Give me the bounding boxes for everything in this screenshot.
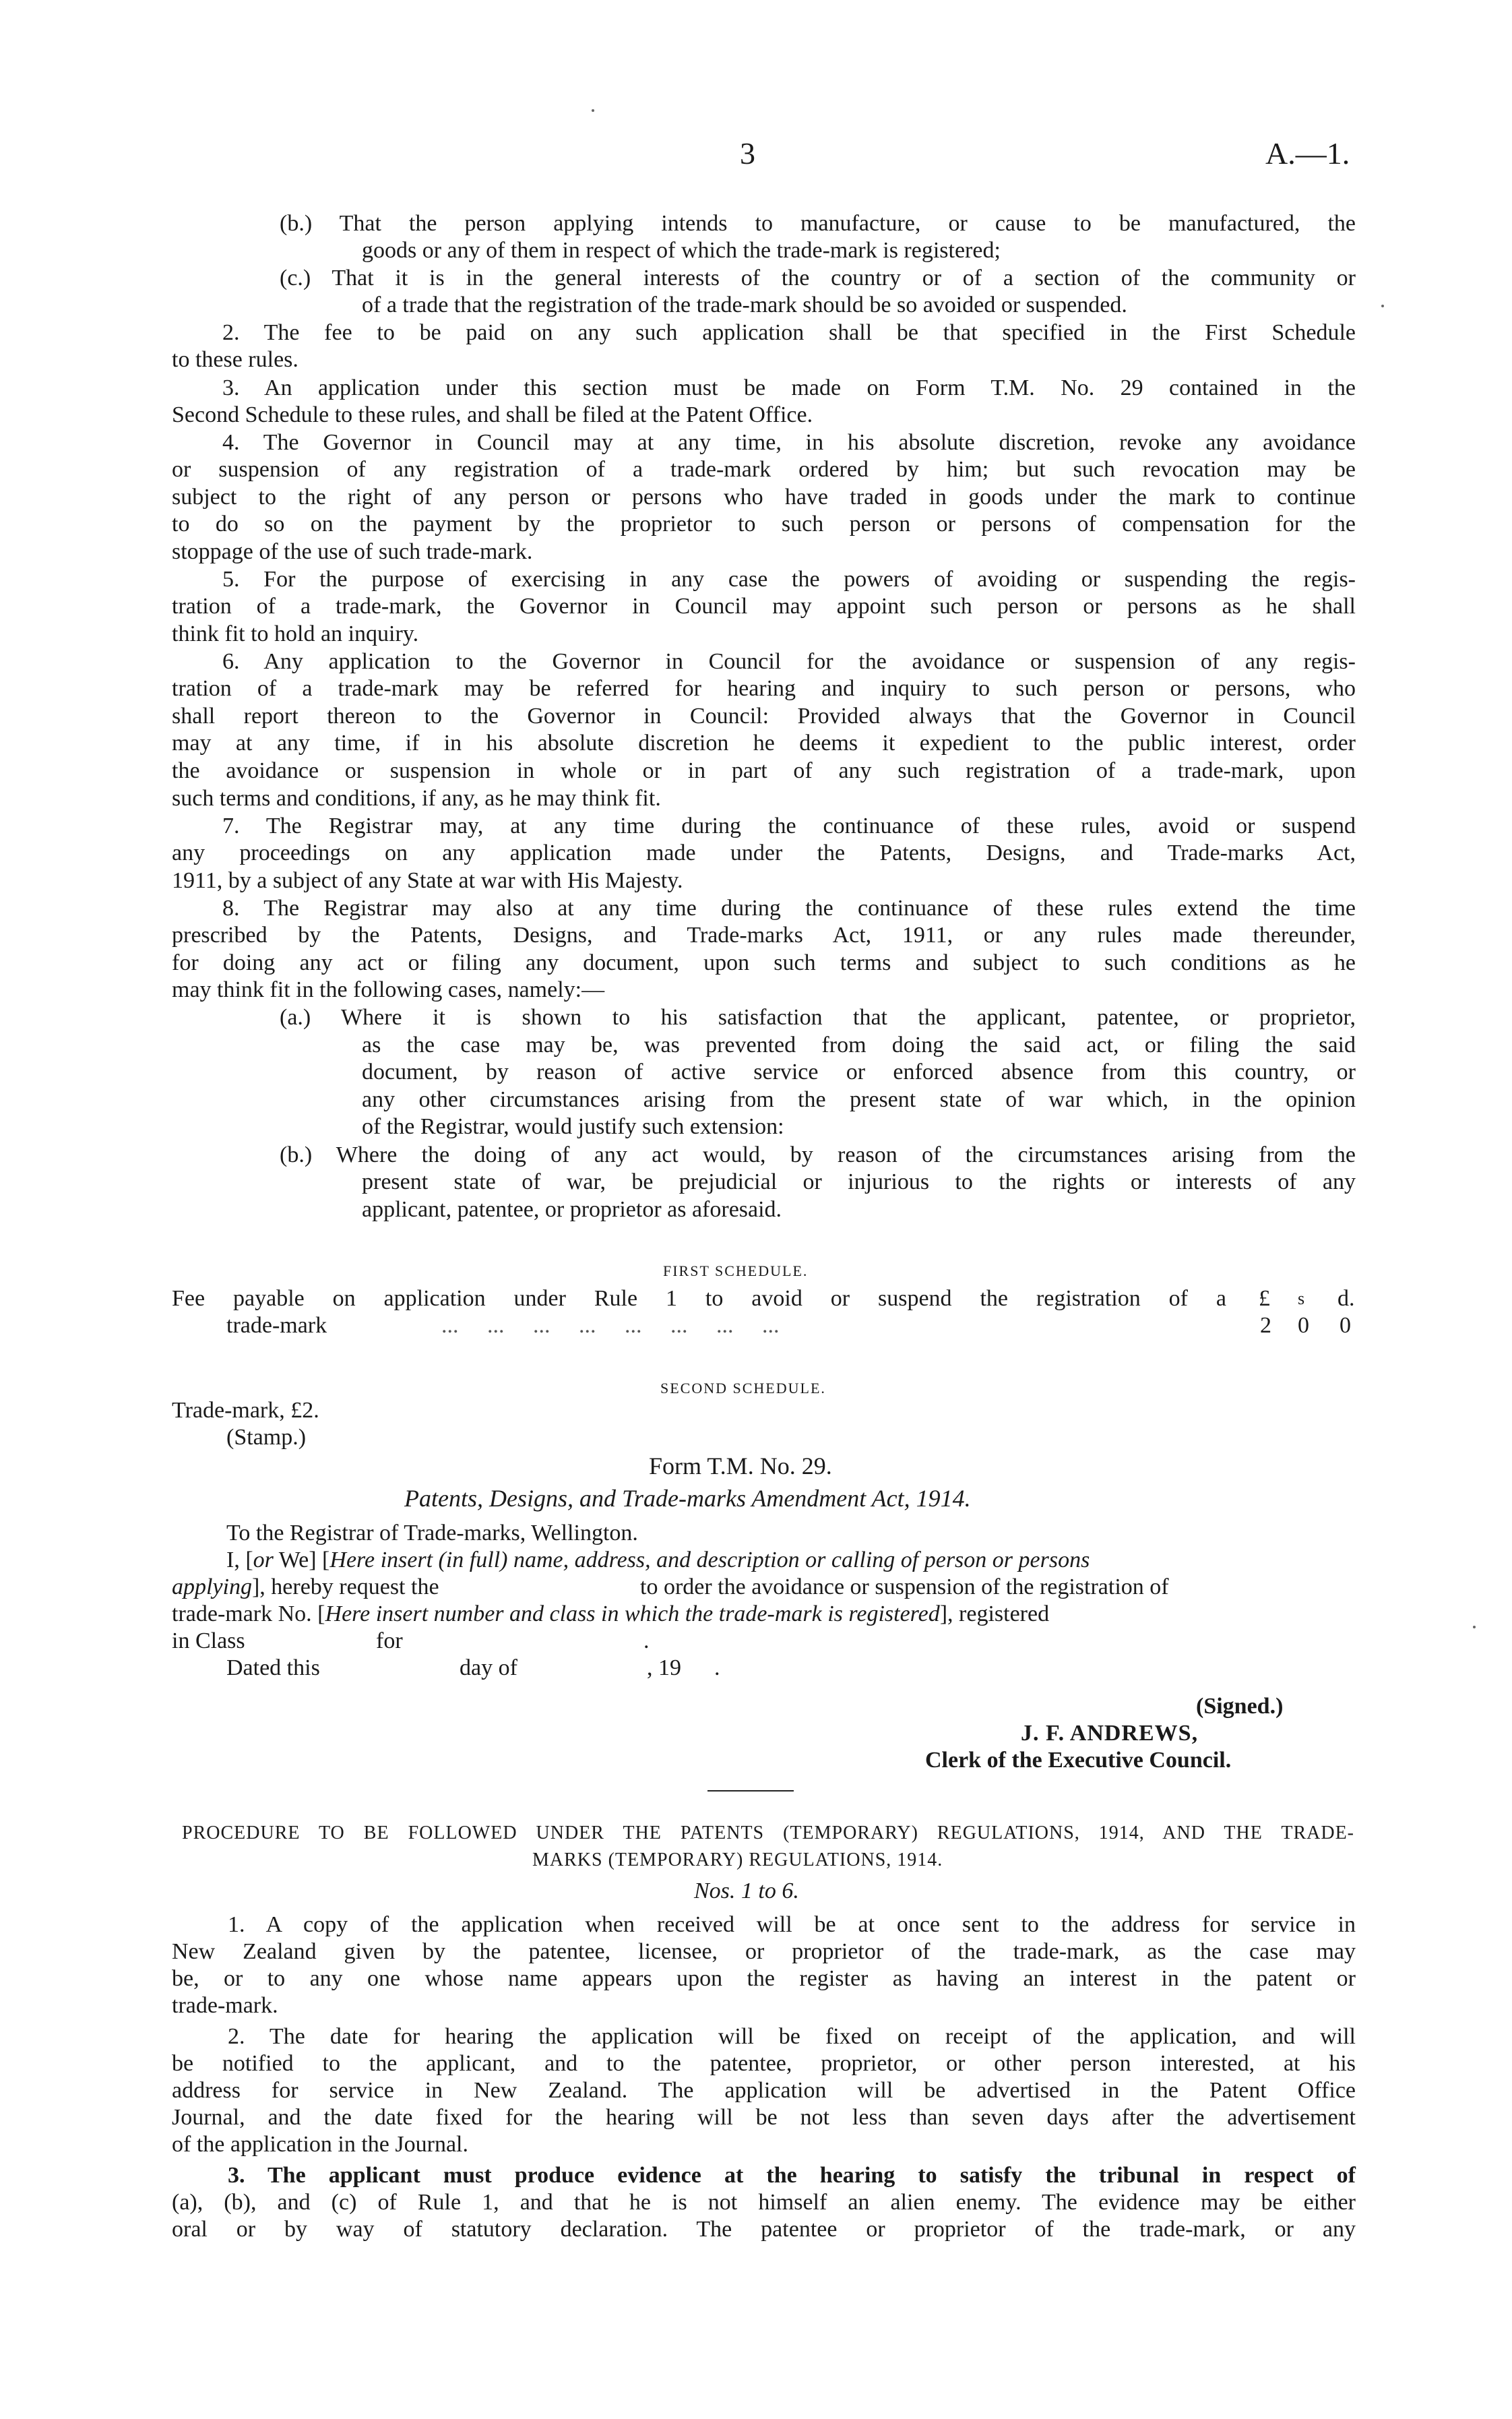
second-schedule-heading: SECOND SCHEDULE. (660, 1380, 826, 1397)
procedure-line: Journal, and the date fixed for the hearing will be not less than seven days after the advertisement (172, 2105, 1356, 2130)
procedure-subtitle (694, 1878, 799, 1905)
form-title: Form T.M. No. 29. (649, 1452, 832, 1479)
shillings-column-label: s (1298, 1289, 1305, 1308)
rule-line: such terms and conditions, if any, as he may think fit. (172, 786, 661, 811)
document-reference: A.—1. (1265, 136, 1350, 171)
rule-line: (c.) That it is in the general interests of the country or of a section of the community or (280, 266, 1356, 290)
fee-description-line: trade-mark (226, 1313, 327, 1338)
rule-line: 5. For the purpose of exercising in any case the powers of avoiding or suspending the regis- (222, 567, 1356, 592)
form-body-line: to order the avoidance or suspension of the registration of (640, 1574, 1169, 1599)
rule-line: prescribed by the Patents, Designs, and Trade-marks Act, 1911, or any rules made thereunder, (172, 923, 1356, 948)
procedure-title: PROCEDURE TO BE FOLLOWED UNDER THE PATENTS (TEMPORARY) REGULATIONS, 1914, AND THE TRADE- (182, 1823, 1354, 1843)
rule-line: of the Registrar, would justify such extension: (362, 1114, 784, 1139)
form-text-italic: Here insert number and class in which the trade-mark is registered (325, 1601, 940, 1626)
rule-line: 8. The Registrar may also at any time during the continuance of these rules extend the time (222, 896, 1356, 921)
rule-line: 2. The fee to be paid on any such application shall be that specified in the First Schedule (222, 320, 1356, 345)
procedure-line: oral or by way of statutory declaration. The patentee or proprietor of the trade-mark, or any (172, 2217, 1356, 2242)
rule-line: (b.) That the person applying intends to manufacture, or cause to be manufactured, the (280, 211, 1356, 236)
form-text-italic: applying (172, 1574, 252, 1599)
form-text: trade-mark No. [ (172, 1601, 325, 1626)
rule-line: may think fit in the following cases, namely:— (172, 977, 605, 1002)
scan-speck (1473, 1626, 1476, 1628)
rule-line: (b.) Where the doing of any act would, by reason of the circumstances arising from the (280, 1142, 1356, 1167)
procedure-line: New Zealand given by the patentee, licensee, or proprietor of the trade-mark, as the case may (172, 1939, 1356, 1964)
rule-line: 6. Any application to the Governor in Council for the avoidance or suspension of any regis- (222, 649, 1356, 674)
dated-period: . (714, 1655, 720, 1680)
act-title-text: Patents, Designs, and Trade-marks Amendment Act, 1914. (404, 1485, 971, 1512)
rule-line: as the case may be, was prevented from doing the said act, or filing the said (362, 1033, 1356, 1058)
procedure-line: of the application in the Journal. (172, 2132, 468, 2157)
procedure-line: (a), (b), and (c) of Rule 1, and that he is not himself an alien enemy. The evidence may be either (172, 2190, 1356, 2215)
rule-line: for doing any act or filing any document, upon such terms and subject to such conditions as he (172, 950, 1356, 975)
form-text: We] [ (273, 1548, 330, 1572)
form-text-italic: Here insert (in full) name, address, and description or calling of person or persons (329, 1548, 1090, 1572)
year-label: , 19 (647, 1655, 681, 1680)
form-body-line (172, 1574, 439, 1601)
first-schedule-heading: FIRST SCHEDULE. (663, 1262, 809, 1279)
pounds-column-label: £ (1259, 1286, 1270, 1311)
procedure-subtitle-text: Nos. 1 to 6. (694, 1878, 799, 1903)
rule-line: subject to the right of any person or persons who have traded in goods under the mark to continue (172, 485, 1356, 510)
fee-shillings: 0 (1298, 1313, 1309, 1338)
rule-line: present state of war, be prejudicial or injurious to the rights or interests of any (362, 1169, 1356, 1194)
class-label: in Class (172, 1628, 245, 1653)
procedure-line: trade-mark. (172, 1993, 278, 2018)
day-of-label: day of (460, 1655, 517, 1680)
rule-line: of a trade that the registration of the trade-mark should be so avoided or suspended. (362, 293, 1127, 317)
stamp-label: (Stamp.) (226, 1425, 307, 1450)
dot-leaders: ... ... ... ... ... ... ... ... (441, 1313, 780, 1338)
fee-pence: 0 (1340, 1313, 1351, 1338)
procedure-line: 3. The applicant must produce evidence at the hearing to satisfy the tribunal in respect of (228, 2163, 1356, 2188)
signatory-name: J. F. ANDREWS, (1021, 1721, 1199, 1746)
rule-line: think fit to hold an inquiry. (172, 621, 419, 646)
procedure-line: address for service in New Zealand. The application will be advertised in the Patent Office (172, 2078, 1356, 2103)
procedure-line: be, or to any one whose name appears upon the register as having an interest in the patent or (172, 1966, 1356, 1991)
rule-line: or suspension of any registration of a trade-mark ordered by him; but such revocation may be (172, 457, 1356, 482)
class-line-period: . (643, 1628, 650, 1653)
rule-line: tration of a trade-mark, the Governor in Council may appoint such person or persons as he shall (172, 594, 1356, 619)
scan-speck (592, 109, 594, 112)
rule-line: applicant, patentee, or proprietor as aforesaid. (362, 1197, 782, 1222)
rule-line: to do so on the payment by the proprietor to such person or persons of compensation for the (172, 512, 1356, 537)
rule-line: (a.) Where it is shown to his satisfaction that the applicant, patentee, or proprietor, (280, 1005, 1356, 1030)
rule-line: tration of a trade-mark may be referred for hearing and inquiry to such person or persons, who (172, 676, 1356, 701)
dated-label: Dated this (226, 1655, 320, 1680)
procedure-title: MARKS (TEMPORARY) REGULATIONS, 1914. (532, 1849, 943, 1870)
rule-line: 3. An application under this section must be made on Form T.M. No. 29 contained in the (222, 375, 1356, 400)
act-title (404, 1485, 971, 1512)
fee-pounds: 2 (1260, 1313, 1271, 1338)
scan-speck (1381, 305, 1384, 307)
stamp-fee: Trade-mark, £2. (172, 1398, 319, 1423)
rule-line: may at any time, if in his absolute discretion he deems it expedient to the public interest, order (172, 731, 1356, 756)
procedure-line: 2. The date for hearing the application will be fixed on receipt of the application, and will (228, 2024, 1356, 2049)
rule-line: any other circumstances arising from the present state of war which, in the opinion (362, 1087, 1356, 1112)
form-body-line (172, 1601, 1049, 1628)
fee-description-line: Fee payable on application under Rule 1 to avoid or suspend the registration of a (172, 1286, 1226, 1311)
for-label: for (376, 1628, 403, 1653)
signed-label: (Signed.) (1196, 1694, 1284, 1719)
rule-line: Second Schedule to these rules, and shall be filed at the Patent Office. (172, 402, 813, 427)
rule-line: shall report thereon to the Governor in Council: Provided always that the Governor in Council (172, 704, 1356, 729)
signatory-title: Clerk of the Executive Council. (925, 1748, 1232, 1773)
form-text: ], hereby request the (251, 1574, 439, 1599)
form-text: I, [ (226, 1548, 253, 1572)
form-text-italic: or (253, 1548, 274, 1572)
rule-line: 1911, by a subject of any State at war with His Majesty. (172, 868, 683, 893)
rule-line: stoppage of the use of such trade-mark. (172, 539, 533, 564)
form-text: ], registered (939, 1601, 1050, 1626)
rule-line: any proceedings on any application made under the Patents, Designs, and Trade-marks Act, (172, 840, 1356, 865)
procedure-line: 1. A copy of the application when received will be at once sent to the address for service in (228, 1912, 1356, 1937)
rule-line: 4. The Governor in Council may at any time, in his absolute discretion, revoke any avoidance (222, 430, 1356, 455)
procedure-line: be notified to the applicant, and to the patentee, proprietor, or other person interested, at his (172, 2051, 1356, 2076)
rule-line: goods or any of them in respect of which the trade-mark is registered; (362, 238, 1001, 263)
page-number: 3 (740, 136, 755, 171)
addressee-line: To the Registrar of Trade-marks, Wellington. (226, 1521, 638, 1545)
rule-line: the avoidance or suspension in whole or in part of any such registration of a trade-mark, upon (172, 758, 1356, 783)
rule-line: document, by reason of active service or enforced absence from this country, or (362, 1060, 1356, 1084)
section-divider (707, 1790, 794, 1792)
form-body-line (226, 1547, 1090, 1574)
pence-column-label: d. (1337, 1286, 1355, 1311)
rule-line: 7. The Registrar may, at any time during the continuance of these rules, avoid or suspend (222, 814, 1356, 838)
rule-line: to these rules. (172, 347, 298, 372)
